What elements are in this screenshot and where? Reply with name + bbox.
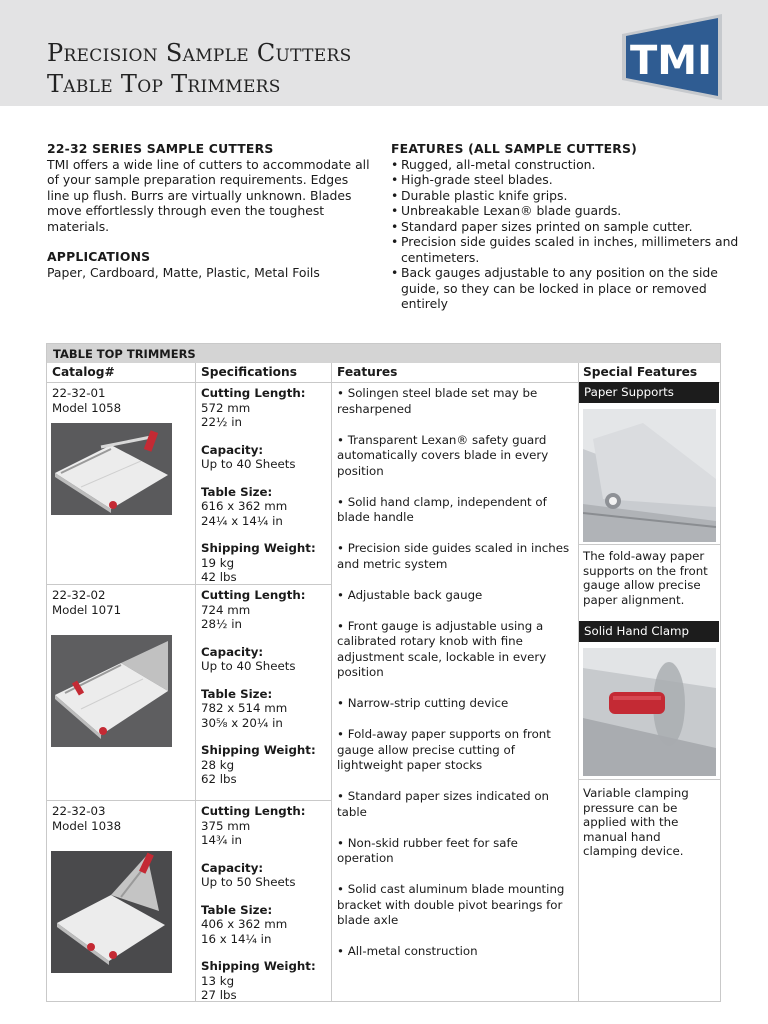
model-name: Model 1071: [52, 602, 122, 617]
col-catalog: Catalog#: [52, 365, 115, 379]
product-2-specs: [201, 588, 331, 787]
spec-value: 19 kg: [201, 555, 235, 570]
spec-label: Shipping Weight:: [201, 743, 316, 757]
applications-heading: APPLICATIONS: [47, 249, 151, 264]
catalog-number: 22-32-03: [52, 804, 106, 818]
col-special-features: Special Features: [583, 365, 698, 379]
spec-value: 14¾ in: [201, 833, 242, 847]
spec-value: Up to 40 Sheets: [201, 659, 296, 673]
feature-item: • Transparent Lexan® safety guard automatically covers blade in every position: [337, 432, 549, 478]
series-text: TMI offers a wide line of cutters to accommodate all of your sample preparation requirements. Edges line up flush. Burrs are virtually unknown. Blades move effortlessly through even the toughest materials.: [47, 156, 370, 234]
special-hand-clamp-text: Variable clamping pressure can be applied with the manual hand clamping device.: [583, 786, 689, 858]
spec-value: 62 lbs: [201, 772, 237, 786]
feature-item: • High-grade steel blades.: [391, 172, 741, 188]
model-1038-photo: [51, 851, 172, 973]
spec-value: 782 x 514 mm: [201, 701, 288, 715]
product-3-specs: [201, 804, 331, 1003]
trimmers-table: [46, 343, 721, 1002]
divider: [331, 363, 332, 1002]
special-paper-supports-title: Paper Supports: [579, 382, 719, 403]
paper-supports-photo: [583, 409, 716, 542]
spec-value: 724 mm: [201, 602, 251, 617]
spec-label: Capacity:: [201, 442, 264, 457]
features-list: [391, 157, 741, 312]
spec-value: 28 kg: [201, 757, 235, 772]
feature-item: • Adjustable back gauge: [337, 587, 483, 602]
spec-value: 24¼ x 14¼ in: [201, 513, 283, 528]
feature-item: • Solid cast aluminum blade mounting bracket with double pivot bearings for blade axle: [337, 882, 565, 927]
spec-value: 22½ in: [201, 415, 242, 429]
intro-left: [47, 141, 372, 280]
feature-item: • Front gauge is adjustable using a calibrated rotary knob with fine adjustment scale, lockable in every position: [337, 618, 547, 679]
feature-item: • Non-skid rubber feet for safe operation: [337, 835, 518, 865]
spec-value: 28½ in: [201, 617, 242, 631]
spec-label: Shipping Weight:: [201, 959, 316, 973]
product-1-catalog: [52, 386, 121, 415]
spec-value: 27 lbs: [201, 988, 237, 1002]
feature-item: • Standard paper sizes indicated on table: [337, 789, 550, 819]
product-2-catalog: [52, 588, 121, 617]
feature-item: • Fold-away paper supports on front gauge allow precise cutting of lightweight paper stocks: [337, 727, 551, 772]
spec-value: 616 x 362 mm: [201, 499, 288, 513]
feature-item: • Back gauges adjustable to any position on the side guide, so they can be locked in place or removed entirely: [391, 265, 741, 312]
model-1058-photo: [51, 423, 172, 515]
col-features: Features: [337, 365, 398, 379]
spec-value: Up to 50 Sheets: [201, 875, 296, 889]
model-name: Model 1038: [52, 818, 122, 833]
row-divider: [47, 800, 331, 801]
feature-item: • Narrow-strip cutting device: [337, 696, 509, 710]
spec-label: Shipping Weight:: [201, 541, 316, 555]
catalog-number: 22-32-02: [52, 588, 106, 602]
spec-label: Cutting Length:: [201, 588, 306, 602]
spec-value: 30⅝ x 20¼ in: [201, 715, 283, 730]
page-title: [47, 38, 352, 100]
spec-value: 406 x 362 mm: [201, 917, 288, 931]
title-line-2: Table Top Trimmers: [47, 70, 281, 98]
feature-item: • Durable plastic knife grips.: [391, 188, 741, 204]
title-line-1: Precision Sample Cutters: [47, 39, 352, 67]
product-3-catalog: [52, 804, 121, 833]
applications-text: Paper, Cardboard, Matte, Plastic, Metal Foils: [47, 264, 320, 280]
table-title: TABLE TOP TRIMMERS: [47, 344, 720, 363]
divider: [195, 363, 196, 1002]
feature-item: • All-metal construction: [337, 944, 478, 958]
spec-label: Cutting Length:: [201, 386, 306, 400]
model-1071-photo: [51, 635, 172, 747]
spec-label: Table Size:: [201, 686, 273, 701]
table-column-headers: [47, 363, 720, 383]
hand-clamp-photo: [583, 648, 716, 776]
special-hand-clamp-title: Solid Hand Clamp: [579, 621, 719, 642]
spec-label: Table Size:: [201, 902, 273, 917]
spec-value: 572 mm: [201, 400, 251, 415]
spec-value: Up to 40 Sheets: [201, 457, 296, 471]
page-header: [0, 0, 768, 106]
col-specifications: Specifications: [201, 365, 297, 379]
product-1-specs: [201, 386, 331, 585]
spec-value: 42 lbs: [201, 570, 237, 584]
series-heading: 22-32 SERIES SAMPLE CUTTERS: [47, 141, 274, 156]
intro-right: [391, 141, 741, 312]
row-divider: [578, 779, 720, 780]
special-paper-supports-text: The fold-away paper supports on the front gauge allow precise paper alignment.: [583, 549, 708, 607]
divider: [578, 363, 579, 1002]
features-column: [337, 386, 577, 975]
tmi-logo: [622, 14, 722, 100]
feature-item: • Precision side guides scaled in inches and metric system: [337, 541, 570, 571]
spec-value: 375 mm: [201, 818, 251, 833]
spec-label: Capacity:: [201, 644, 264, 659]
spec-value: 16 x 14¼ in: [201, 931, 272, 946]
catalog-number: 22-32-01: [52, 386, 106, 400]
feature-item: • Precision side guides scaled in inches, millimeters and centimeters.: [391, 234, 741, 265]
model-name: Model 1058: [52, 400, 122, 415]
spec-label: Cutting Length:: [201, 804, 306, 818]
feature-item: • Rugged, all-metal construction.: [391, 157, 741, 173]
features-heading: FEATURES (ALL SAMPLE CUTTERS): [391, 141, 638, 156]
spec-label: Capacity:: [201, 860, 264, 875]
logo-text: TMI: [630, 38, 712, 84]
feature-item: • Unbreakable Lexan® blade guards.: [391, 203, 741, 219]
feature-item: • Solid hand clamp, independent of blade handle: [337, 494, 547, 524]
spec-value: 13 kg: [201, 973, 235, 988]
feature-item: • Standard paper sizes printed on sample cutter.: [391, 219, 741, 235]
row-divider: [578, 544, 720, 545]
spec-label: Table Size:: [201, 484, 273, 499]
feature-item: • Solingen steel blade set may be resharpened: [337, 386, 538, 416]
